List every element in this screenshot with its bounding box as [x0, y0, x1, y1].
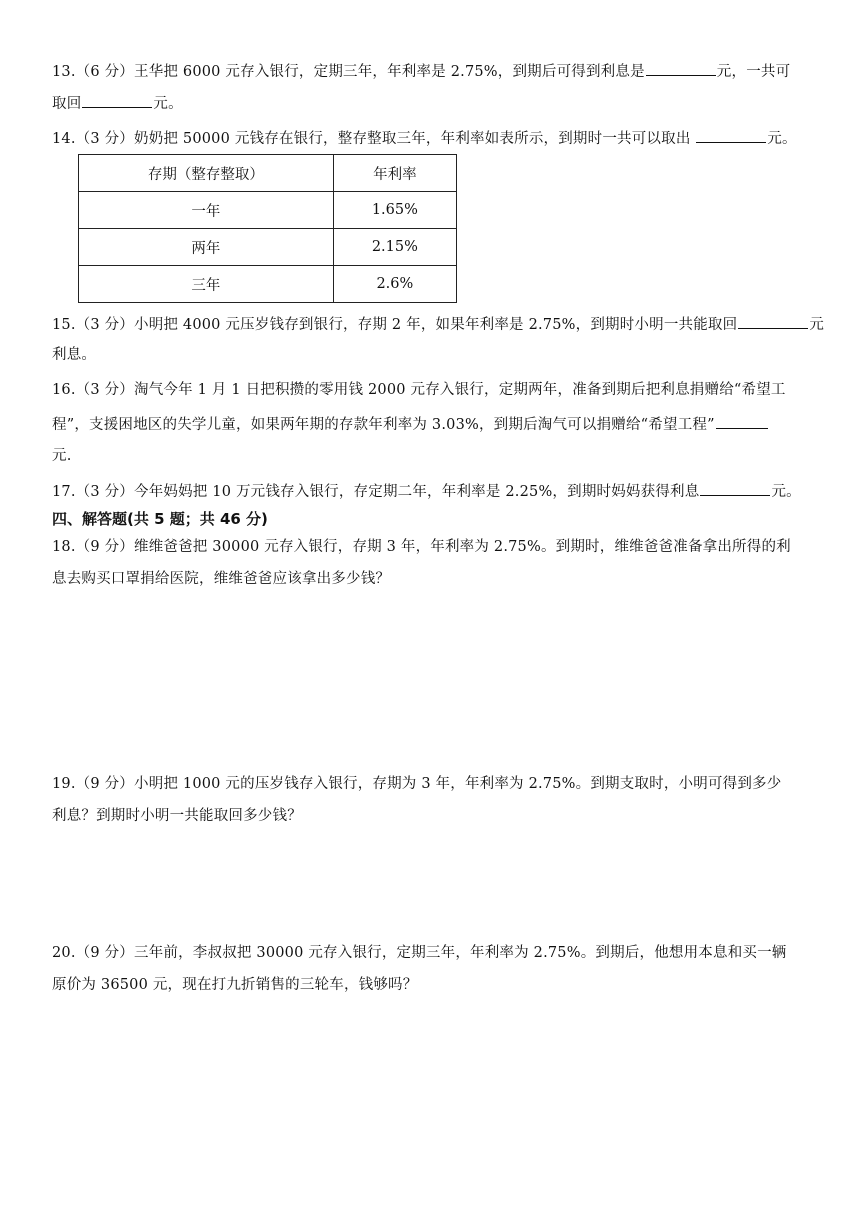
table-cell: 1.65%: [333, 192, 456, 229]
answer-blank[interactable]: [738, 313, 808, 329]
table-header-cell: 年利率: [333, 155, 456, 192]
question-15-text: 15.（3 分）小明把 4000 元压岁钱存到银行，存期 2 年，如果年利率是 2.75%，到期时小明一共能取回: [52, 317, 738, 333]
table-row: [79, 192, 457, 229]
answer-blank[interactable]: [700, 480, 770, 496]
table-cell: 2.6%: [333, 266, 456, 303]
question-15-text-2: 利息。: [52, 347, 97, 363]
answer-blank[interactable]: [646, 60, 716, 76]
answer-blank[interactable]: [82, 92, 152, 108]
answer-blank[interactable]: [716, 413, 768, 429]
table-cell: 两年: [79, 229, 334, 266]
question-14-text-tail: 元。: [767, 131, 797, 147]
question-17-line-1: [52, 480, 812, 500]
question-20-line-1: [52, 943, 812, 963]
section-title: 四、解答题(共 5 题；共 46 分): [52, 510, 268, 528]
question-14-line-1: [52, 127, 812, 147]
question-15-line-2: [52, 345, 812, 365]
question-13-text-2: 取回: [52, 96, 82, 112]
question-13-text-tail: 元，一共可: [716, 64, 791, 80]
interest-rate-table: [78, 154, 457, 303]
question-19-text: 19.（9 分）小明把 1000 元的压岁钱存入银行，存期为 3 年，年利率为 2.75%。到期支取时，小明可得到多少: [52, 776, 782, 792]
table-cell: 2.15%: [333, 229, 456, 266]
question-17-text: 17.（3 分）今年妈妈把 10 万元钱存入银行，存定期二年，年利率是 2.25%，到期时妈妈获得利息: [52, 484, 700, 500]
table-header-row: [79, 155, 457, 192]
question-16-text-3: 元.: [52, 448, 72, 464]
question-13-line-2: [52, 92, 812, 112]
question-20-line-2: [52, 975, 812, 995]
question-16-line-3: [52, 446, 812, 466]
table-cell: 三年: [79, 266, 334, 303]
question-18-text-2: 息去购买口罩捐给医院，维维爸爸应该拿出多少钱？: [52, 571, 391, 587]
table-row: [79, 266, 457, 303]
question-20-text-2: 原价为 36500 元，现在打九折销售的三轮车，钱够吗？: [52, 977, 418, 993]
question-19-line-2: [52, 806, 812, 826]
question-20-text: 20.（9 分）三年前，李叔叔把 30000 元存入银行，定期三年，年利率为 2.75%。到期后，他想用本息和买一辆: [52, 945, 787, 961]
question-13-line-1: [52, 60, 812, 80]
question-16-text-2: 程”，支援困地区的失学儿童，如果两年期的存款年利率为 3.03%，到期后淘气可以捐赠给“希望工程”: [52, 417, 715, 433]
question-18-text: 18.（9 分）维维爸爸把 30000 元存入银行，存期 3 年，年利率为 2.75%。到期时，维维爸爸准备拿出所得的利: [52, 539, 791, 555]
question-16-text: 16.（3 分）淘气今年 1 月 1 日把积攒的零用钱 2000 元存入银行，定期两年，准备到期后把利息捐赠给“希望工: [52, 382, 786, 398]
table-header-cell: 存期（整存整取）: [79, 155, 334, 192]
answer-blank[interactable]: [696, 127, 766, 143]
question-15-text-tail: 元: [809, 317, 825, 333]
table-cell: 一年: [79, 192, 334, 229]
question-19-line-1: [52, 774, 812, 794]
question-17-text-tail: 元。: [771, 484, 801, 500]
question-15-line-1: [52, 313, 825, 333]
question-13-text: 13.（6 分）王华把 6000 元存入银行，定期三年，年利率是 2.75%，到期后可得到利息是: [52, 64, 645, 80]
table-row: [79, 229, 457, 266]
question-16-line-1: [52, 380, 812, 400]
question-14-text: 14.（3 分）奶奶把 50000 元钱存在银行，整存整取三年，年利率如表所示，到期时一共可以取出: [52, 131, 696, 147]
question-16-line-2: [52, 413, 812, 433]
question-13-text-2-tail: 元。: [153, 96, 183, 112]
question-19-text-2: 利息？到期时小明一共能取回多少钱？: [52, 808, 302, 824]
question-18-line-1: [52, 537, 812, 557]
question-18-line-2: [52, 569, 812, 589]
